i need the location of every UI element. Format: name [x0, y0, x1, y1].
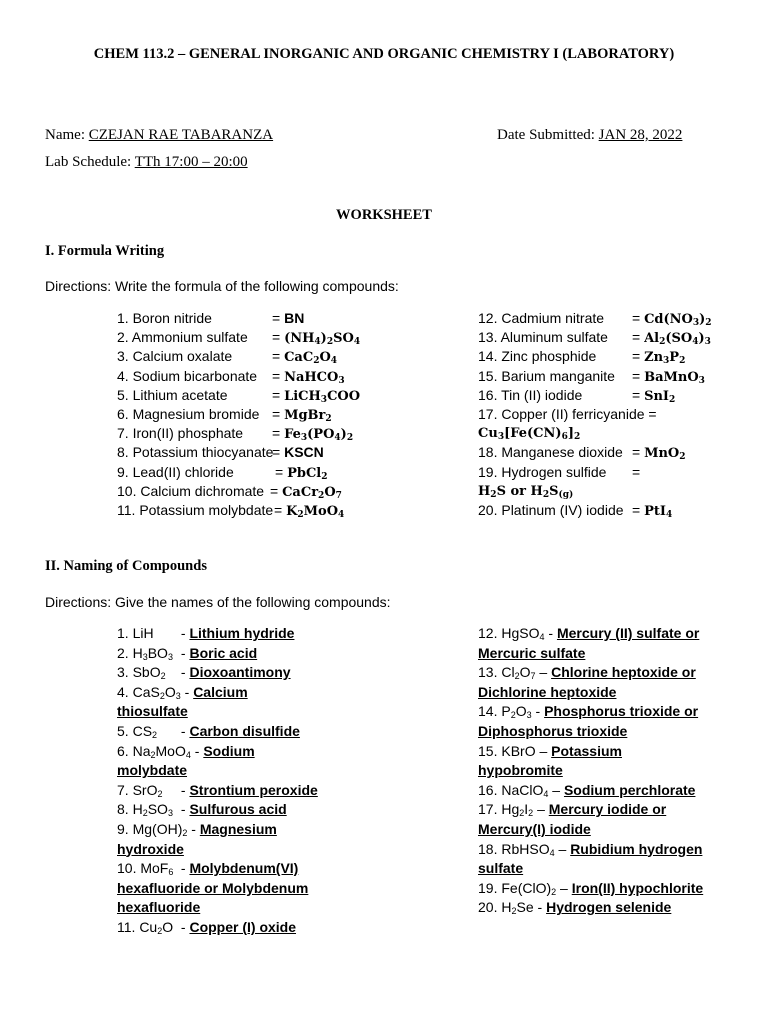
formula-value: NaHCO$_3$: [284, 369, 345, 386]
compound-formula: 14. $P_2O_3$: [478, 703, 532, 721]
compound-name: 6. Magnesium bromide: [117, 405, 260, 422]
section1-directions: Directions: Write the formula of the following compounds:: [45, 278, 399, 294]
compound-name-answer: Sulfurous acid: [189, 801, 287, 818]
naming-item: [117, 683, 322, 722]
compound-name: 7. Iron(II) phosphate: [117, 425, 244, 442]
formula-answer: [632, 501, 672, 521]
formula-item: [478, 443, 748, 462]
formula-answer: [632, 386, 675, 406]
formula-item: [478, 386, 748, 405]
compound-name-answer: Phosphorus trioxide or Diphosphorus trioxide: [478, 703, 699, 739]
compound-name-answer: Copper (I) oxide: [189, 918, 297, 935]
formula-answer: [272, 424, 353, 444]
formula-answer: [632, 328, 711, 348]
equals-sign: =: [632, 386, 641, 403]
compound-formula: 15. KBrO: [478, 742, 536, 759]
compound-name-answer: Mercury iodide or Mercury(I) iodide: [478, 801, 667, 837]
equals-sign: =: [632, 329, 641, 346]
formula-item: [478, 501, 748, 520]
naming-item: [478, 800, 708, 839]
compound-name: 14. Zinc phosphide: [478, 348, 597, 365]
schedule-line: [45, 154, 248, 171]
formula-answer: [275, 463, 328, 483]
compound-formula: 2. $H_3BO_3$: [117, 644, 173, 662]
formula-item: [117, 443, 447, 462]
separator: -: [180, 664, 186, 681]
compound-name-answer: Lithium hydride: [189, 625, 295, 641]
compound-name: 3. Calcium oxalate: [117, 348, 233, 365]
compound-formula: 18. RbHSO$_4$: [478, 840, 555, 858]
equals-sign: =: [632, 310, 641, 326]
formula-answer: [272, 443, 324, 462]
formula-item: [478, 347, 748, 366]
compound-name-answer: Boric acid: [189, 644, 258, 661]
formula-item: [117, 309, 447, 328]
separator: -: [194, 742, 200, 759]
separator: -: [180, 625, 186, 641]
formula-item: [478, 405, 748, 424]
naming-item: [117, 722, 322, 742]
separator: -: [180, 801, 186, 818]
compound-name: 13. Aluminum sulfate: [478, 329, 608, 346]
formula-value: BaMnO$_3$: [644, 369, 705, 386]
naming-item: [117, 859, 322, 918]
name-label: Name:: [45, 127, 89, 143]
compound-name: 11. Potassium molybdate: [117, 501, 274, 518]
formula-value: PbCl$_2$: [287, 465, 328, 482]
naming-item: [478, 624, 708, 663]
formula-value: $Zn_3P_2$: [644, 350, 686, 367]
compound-formula: 12. HgSO$_4$: [478, 625, 545, 642]
naming-item: [117, 742, 322, 781]
formula-value: $K_2MoO_4$: [286, 503, 345, 520]
formula-value: KSCN: [284, 444, 324, 461]
equals-sign: =: [272, 425, 285, 442]
equals-sign: =: [275, 463, 288, 480]
separator: -: [180, 918, 186, 935]
naming-item: [478, 879, 708, 899]
formula-value: $CaCr_2O_7$: [282, 484, 342, 501]
compound-formula: 1. LiH: [117, 625, 154, 641]
compound-name: 2. Ammonium sulfate: [117, 329, 248, 346]
compound-formula: 9. $Mg(OH)_2$: [117, 820, 188, 838]
compound-name-answer: Mercury (II) sulfate or Mercuric sulfate: [478, 625, 700, 661]
section2-directions: Directions: Give the names of the following compounds:: [45, 594, 391, 610]
formula-item: [478, 482, 748, 501]
compound-name: 19. Hydrogen sulfide: [478, 463, 607, 480]
separator: –: [560, 879, 568, 896]
formula-answer: [632, 309, 712, 329]
formula-item: [117, 367, 447, 386]
equals-sign: =: [272, 310, 285, 326]
formula-answer: [632, 463, 640, 482]
compound-name-answer: Sodium perchlorate: [563, 781, 696, 798]
naming-list-right: [478, 624, 708, 918]
equals-sign: =: [272, 329, 285, 346]
compound-name-answer: Sodium molybdate: [117, 742, 255, 779]
schedule-label: Lab Schedule:: [45, 154, 135, 170]
separator: -: [180, 644, 186, 661]
formula-answer: [272, 347, 337, 367]
separator: -: [191, 820, 196, 837]
formula-value: $Al_2(SO_4)_3$: [644, 331, 711, 348]
equals-sign: =: [632, 501, 641, 518]
equals-sign: =: [632, 463, 641, 480]
formula-value: $Cu_3[Fe(CN)_6]_2$: [478, 426, 581, 443]
date-value: JAN 28, 2022: [598, 127, 683, 143]
formula-value: LiCH$_3$COO: [284, 388, 361, 405]
date-label: Date Submitted:: [497, 127, 599, 143]
compound-name: 8. Potassium thiocyanate: [117, 444, 274, 461]
naming-item: [478, 781, 708, 801]
naming-item: [117, 820, 322, 859]
compound-formula: 8. $H_2SO_3$: [117, 801, 173, 819]
formula-answer: [272, 405, 332, 425]
formula-item: [478, 309, 748, 328]
formula-answer: [272, 386, 360, 406]
separator: -: [180, 722, 186, 739]
naming-item: [117, 663, 322, 683]
formula-value: $H_2S$ or $H_2S_{(g)}$: [478, 483, 574, 500]
compound-name: 4. Sodium bicarbonate: [117, 367, 258, 384]
name-value: CZEJAN RAE TABARANZA: [88, 127, 274, 143]
naming-item: [478, 898, 708, 918]
compound-formula: 3. SbO$_2$: [117, 664, 166, 682]
compound-name: 10. Calcium dichromate: [117, 482, 265, 499]
formula-value: MgBr$_2$: [284, 407, 332, 424]
formula-item: [117, 424, 447, 443]
formula-answer: [272, 309, 304, 328]
formula-item: [478, 463, 748, 482]
naming-item: [117, 781, 322, 801]
formula-item: [117, 501, 447, 520]
compound-name: 5. Lithium acetate: [117, 386, 228, 403]
worksheet-title: WORKSHEET: [336, 207, 432, 223]
date-line: [497, 127, 682, 144]
separator: –: [539, 664, 548, 681]
separator: -: [548, 625, 554, 641]
formula-list-left: [117, 309, 447, 520]
separator: -: [184, 683, 190, 700]
equals-sign: =: [274, 501, 287, 518]
name-line: [45, 127, 273, 144]
compound-name-answer: Iron(II) hypochlorite: [571, 879, 704, 896]
formula-item: [478, 424, 748, 443]
equals-sign: =: [632, 348, 641, 365]
naming-list-left: [117, 624, 322, 938]
formula-item: [117, 405, 447, 424]
compound-name-answer: Magnesium hydroxide: [117, 820, 277, 857]
formula-value: PtI$_4$: [644, 503, 673, 520]
formula-item: [117, 386, 447, 405]
separator: -: [180, 781, 186, 798]
equals-sign: =: [632, 444, 641, 461]
separator: –: [539, 742, 548, 759]
compound-formula: 19. $Fe(ClO)_2$: [478, 879, 557, 897]
separator: –: [558, 840, 567, 857]
naming-item: [478, 840, 708, 879]
formula-value: $Fe_3(PO_4)_2$: [284, 427, 354, 444]
compound-formula: 5. $CS_2$: [117, 722, 158, 740]
compound-name-answer: Molybdenum(VI) hexafluoride or Molybdenum hexafluoride: [117, 860, 309, 916]
equals-sign: =: [632, 367, 641, 384]
compound-name-answer: Potassium hypobromite: [478, 742, 622, 779]
naming-item: [478, 742, 708, 781]
formula-value: $(NH_4)_2SO_4$: [284, 331, 361, 348]
compound-name-answer: Strontium peroxide: [189, 781, 318, 798]
formula-value: SnI$_2$: [644, 388, 676, 405]
formula-item: [117, 347, 447, 366]
equals-sign: =: [272, 348, 285, 365]
formula-answer: [272, 367, 345, 387]
compound-name: 9. Lead(II) chloride: [117, 463, 234, 480]
compound-formula: 16. NaClO$_4$: [478, 781, 549, 799]
compound-name-answer: Rubidium hydrogen sulfate: [478, 840, 703, 877]
compound-name: 1. Boron nitride: [117, 310, 212, 326]
compound-formula: 7. SrO$_2$: [117, 781, 163, 799]
formula-answer: [274, 501, 344, 521]
equals-sign: =: [272, 444, 285, 461]
compound-formula: 20. $H_2Se$: [478, 899, 534, 917]
compound-formula: 11. $Cu_2O$: [117, 918, 174, 936]
naming-item: [117, 800, 322, 820]
formula-item: [478, 328, 748, 347]
separator: –: [552, 781, 561, 798]
naming-item: [117, 918, 322, 938]
section1-heading: I. Formula Writing: [45, 243, 165, 259]
formula-item: [117, 328, 447, 347]
formula-item: [117, 463, 447, 482]
formula-item: [478, 367, 748, 386]
separator: -: [180, 860, 186, 877]
formula-value: $CaC_2O_4$: [284, 350, 338, 367]
compound-name: 20. Platinum (IV) iodide: [478, 501, 624, 518]
naming-item: [117, 644, 322, 664]
equals-sign: =: [270, 482, 283, 499]
course-title: CHEM 113.2 – GENERAL INORGANIC AND ORGANIC CHEMISTRY I (LABORATORY): [93, 46, 675, 62]
formula-answer: [270, 482, 342, 502]
formula-value: $Cd(NO_3)_2$: [644, 312, 712, 328]
formula-value: BN: [284, 310, 305, 326]
compound-name: 12. Cadmium nitrate: [478, 310, 605, 326]
formula-list-right: [478, 309, 748, 520]
compound-name: 17. Copper (II) ferricyanide =: [478, 405, 657, 422]
section2-heading: II. Naming of Compounds: [45, 558, 207, 574]
separator: -: [535, 703, 541, 720]
compound-formula: 17. $Hg_2I_2$: [478, 801, 534, 819]
compound-name-answer: Dioxoantimony: [189, 664, 291, 681]
naming-item: [478, 663, 708, 702]
compound-name-answer: Chlorine heptoxide or Dichlorine heptoxide: [478, 664, 696, 700]
separator: –: [537, 801, 545, 818]
equals-sign: =: [272, 405, 285, 422]
compound-name: 16. Tin (II) iodide: [478, 386, 583, 403]
compound-name-answer: Carbon disulfide: [189, 722, 300, 739]
compound-formula: 6. $Na_2MoO_4$: [117, 742, 191, 760]
formula-answer: [632, 443, 686, 463]
compound-formula: 13. $Cl_2O_7$: [478, 664, 536, 682]
compound-name: 15. Barium manganite: [478, 367, 615, 384]
compound-name-answer: Calcium thiosulfate: [117, 683, 248, 720]
compound-formula: 4. $CaS_2O_3$: [117, 683, 181, 701]
formula-value: MnO$_2$: [644, 446, 686, 463]
formula-item: [117, 482, 447, 501]
equals-sign: =: [272, 367, 285, 384]
compound-name: 18. Manganese dioxide: [478, 444, 623, 461]
formula-answer: [632, 347, 685, 367]
naming-item: [478, 702, 708, 741]
compound-formula: 10. MoF$_6$: [117, 860, 174, 878]
schedule-value: TTh 17:00 – 20:00: [134, 154, 248, 170]
separator: -: [537, 899, 543, 916]
naming-item: [117, 624, 322, 644]
formula-answer: [632, 367, 705, 387]
equals-sign: =: [272, 386, 285, 403]
compound-name-answer: Hydrogen selenide: [546, 899, 672, 916]
formula-answer: [272, 328, 360, 348]
